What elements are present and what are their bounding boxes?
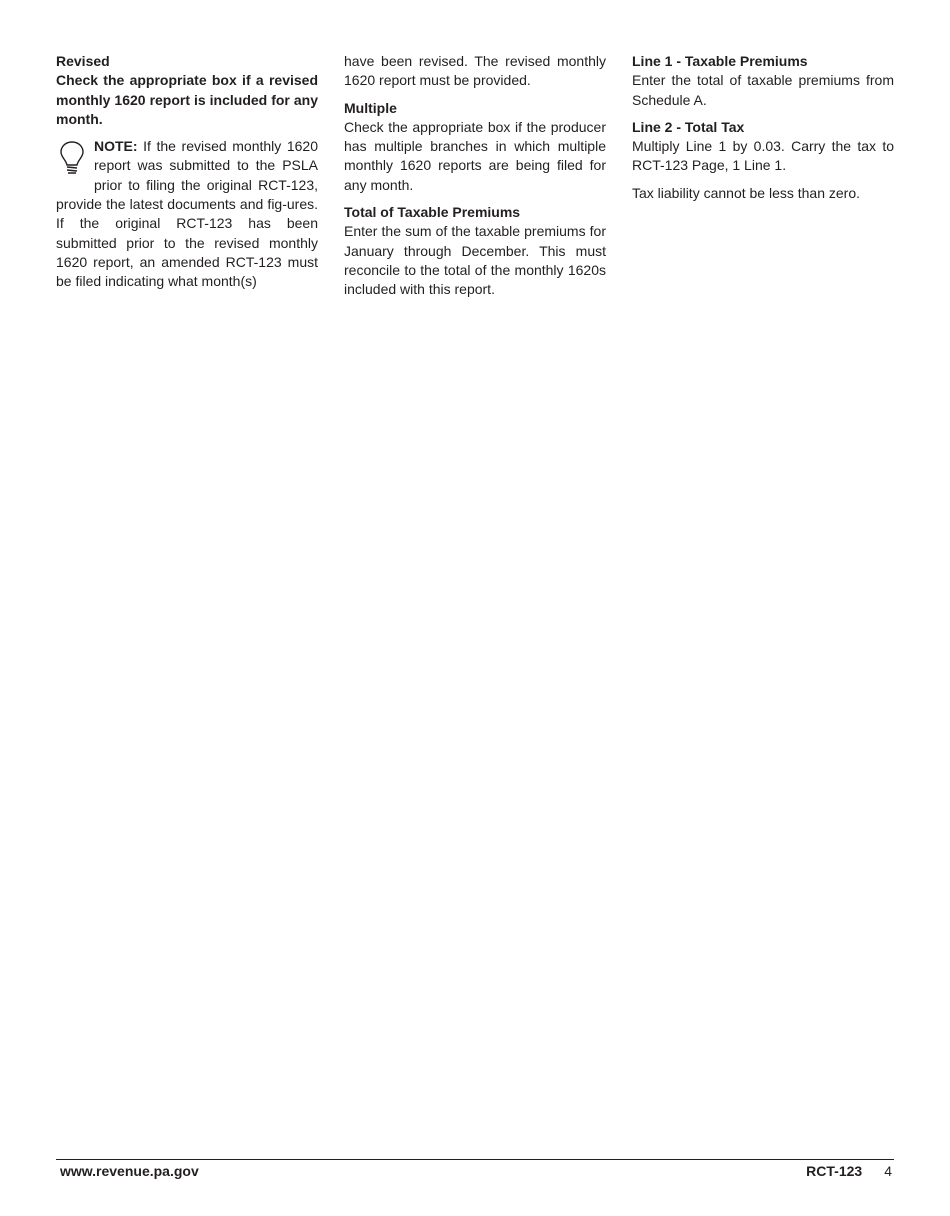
revised-instruction: Check the appropriate box if a revised monthly 1620 report is included for any month. [56, 72, 318, 127]
column-2 [344, 52, 606, 308]
total-heading: Total of Taxable Premiums [344, 204, 521, 221]
line1-heading: Line 1 - Taxable Premiums [632, 53, 808, 69]
note-text: If the revised monthly 1620 report was submitted to the PSLA prior to filing the original RCT-123, provide the latest documents and fig-ures. If the original RCT-123 has been submitted prior to the revised monthly 1620 report, an amended RCT-123 must be filed indicating what month(s) [56, 138, 318, 290]
note-label: NOTE: [94, 138, 138, 155]
line1-text: Enter the total of taxable premiums from Schedule A. [632, 72, 894, 108]
multiple-text: Check the appropriate box if the producer has multiple branches in which multiple monthly 1620 reports are being filed for any month. [344, 118, 606, 193]
footer-form-id: RCT-123 [806, 1163, 863, 1179]
footer-divider [56, 1159, 894, 1160]
multiple-heading: Multiple [344, 99, 397, 116]
liability-text: Tax liability cannot be less than zero. [632, 184, 861, 201]
column-1 [56, 52, 318, 300]
revised-heading: Revised [56, 53, 110, 69]
line2-heading: Line 2 - Total Tax [632, 118, 745, 135]
line2-text: Multiply Line 1 by 0.03. Carry the tax to RCT-123 Page, 1 Line 1. [632, 138, 894, 174]
note-paragraph [56, 137, 318, 291]
revised-continuation: have been revised. The revised monthly 1620 report must be provided. [344, 53, 606, 89]
footer-website: www.revenue.pa.gov [60, 1163, 199, 1179]
column-3 [632, 52, 894, 211]
total-text: Enter the sum of the taxable premiums for January through December. This must reconcile to the total of the monthly 1620s included with this report. [344, 223, 606, 298]
lightbulb-icon [56, 139, 88, 177]
page-number: 4 [884, 1163, 892, 1179]
